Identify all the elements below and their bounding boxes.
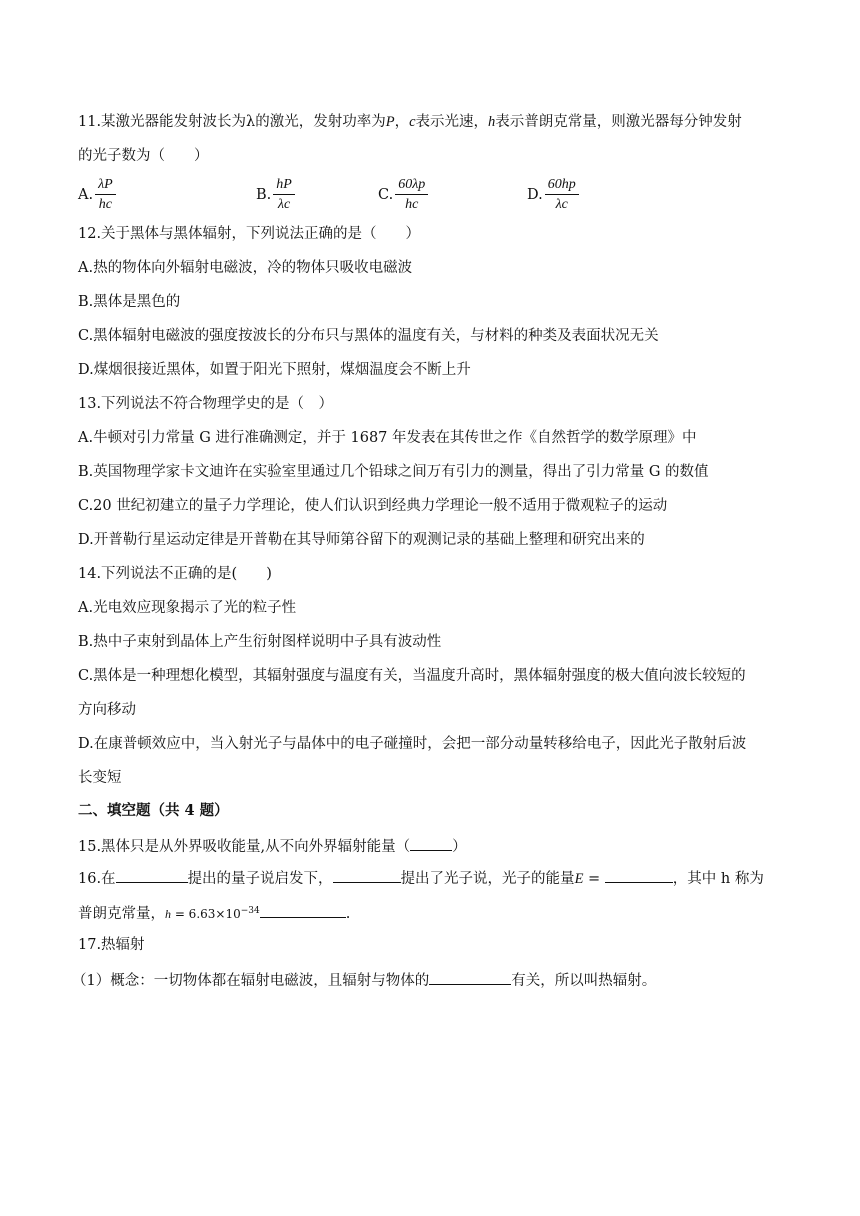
numerator: 60hp (545, 176, 579, 195)
q11-option-b[interactable] (256, 176, 295, 213)
q16-text: 普朗克常量， (78, 906, 165, 922)
q16-line2 (78, 901, 350, 924)
q15-text: 15.黑体只是从外界吸收能量,从不向外界辐射能量（ (78, 839, 411, 855)
q12-option-d[interactable]: D.煤烟很接近黑体，如置于阳光下照射，煤烟温度会不断上升 (78, 362, 471, 378)
denominator: λc (555, 197, 568, 212)
section-heading: 二、填空题（共 4 题） (78, 802, 229, 819)
option-label: A. (78, 186, 94, 203)
denominator: hc (405, 197, 419, 212)
q13-option-c[interactable]: C.20 世纪初建立的量子力学理论，使人们认识到经典力学理论一般不适用于微观粒子的运动 (78, 498, 668, 514)
answer-blank[interactable] (333, 867, 401, 883)
q11-line1 (78, 112, 742, 132)
numerator: hP (273, 176, 295, 195)
q12-option-c[interactable]: C.黑体辐射电磁波的强度按波长的分布只与黑体的温度有关，与材料的种类及表面状况无关 (78, 328, 659, 344)
q11-text: 11.某激光器能发射波长为λ的激光，发射功率为 (78, 114, 386, 130)
q14-option-d-line2[interactable]: 长变短 (78, 770, 122, 786)
q16-text: 16.在 (78, 871, 116, 887)
q14-option-a[interactable]: A.光电效应现象揭示了光的粒子性 (78, 600, 297, 616)
q16-text: 提出了光子说，光子的能量 (400, 871, 575, 887)
q12-option-a[interactable]: A.热的物体向外辐射电磁波，冷的物体只吸收电磁波 (78, 260, 413, 276)
equals-sign: = (583, 871, 605, 887)
answer-blank[interactable] (116, 867, 188, 883)
q17-text: （1）概念：一切物体都在辐射电磁波，且辐射与物体的 (72, 973, 430, 989)
numerator: 60λp (395, 176, 428, 195)
q11-text: 表示光速， (415, 114, 489, 130)
denominator: hc (98, 197, 113, 212)
q13-stem: 13.下列说法不符合物理学史的是（ ） (78, 396, 334, 412)
q11-text: 表示普朗克常量，则激光器每分钟发射 (495, 114, 742, 130)
q11-option-c[interactable] (378, 176, 428, 213)
q11-option-d[interactable] (527, 176, 579, 213)
planck-mantissa: = 6.63×10 (171, 907, 241, 921)
q14-option-c-line2[interactable]: 方向移动 (78, 702, 136, 718)
q17-text: 有关，所以叫热辐射。 (511, 973, 657, 989)
fraction (545, 176, 579, 213)
option-label: C. (378, 186, 394, 203)
q14-option-c-line1[interactable]: C.黑体是一种理想化模型，其辐射强度与温度有关，当温度升高时，黑体辐射强度的极大值向波长较短的 (78, 668, 746, 684)
denominator: λc (277, 197, 291, 212)
var-P: P (385, 114, 395, 130)
q13-option-a[interactable]: A.牛顿对引力常量 G 进行准确测定，并于 1687 年发表在其传世之作《自然哲学的数学原理》中 (78, 430, 697, 446)
q12-option-b[interactable]: B.黑体是黑色的 (78, 294, 181, 310)
q14-option-b[interactable]: B.热中子束射到晶体上产生衍射图样说明中子具有波动性 (78, 634, 442, 650)
q16-text-end: . (345, 906, 351, 922)
var-h: h (165, 907, 171, 921)
q11-line2: 的光子数为（ ） (78, 148, 209, 164)
answer-blank[interactable] (429, 969, 511, 985)
fraction (95, 176, 116, 213)
planck-exponent: −34 (240, 906, 260, 916)
fraction (273, 176, 295, 213)
q11-options (78, 176, 782, 216)
q17-part1 (72, 969, 656, 991)
q17-title: 17.热辐射 (78, 937, 145, 953)
q14-option-d-line1[interactable]: D.在康普顿效应中，当入射光子与晶体中的电子碰撞时，会把一部分动量转移给电子，因此光子散射后波 (78, 736, 747, 752)
q13-option-b[interactable]: B.英国物理学家卡文迪许在实验室里通过几个铅球之间万有引力的测量，得出了引力常量 G 的数值 (78, 464, 709, 480)
fraction (395, 176, 428, 213)
q15-text-end: ） (452, 839, 467, 855)
option-label: D. (527, 186, 543, 203)
q15-line (78, 835, 467, 857)
q16-line1 (78, 867, 764, 889)
var-h: h (488, 114, 496, 130)
q13-option-d[interactable]: D.开普勒行星运动定律是开普勒在其导师第谷留下的观测记录的基础上整理和研究出来的 (78, 532, 645, 548)
q16-text: ，其中 h 称为 (672, 871, 764, 887)
q11-text: ， (394, 114, 410, 130)
var-E: E (574, 871, 584, 887)
answer-blank[interactable] (260, 902, 346, 918)
answer-blank[interactable] (605, 867, 673, 883)
q16-text: 提出的量子说启发下， (187, 871, 333, 887)
q11-option-a[interactable] (78, 176, 116, 213)
q12-stem: 12.关于黑体与黑体辐射，下列说法正确的是（ ） (78, 226, 421, 242)
option-label: B. (256, 186, 272, 203)
answer-blank[interactable] (410, 835, 452, 851)
numerator: λP (95, 176, 116, 195)
q14-stem: 14.下列说法不正确的是( ) (78, 566, 272, 582)
var-c: c (409, 114, 416, 130)
planck-value (165, 907, 260, 921)
